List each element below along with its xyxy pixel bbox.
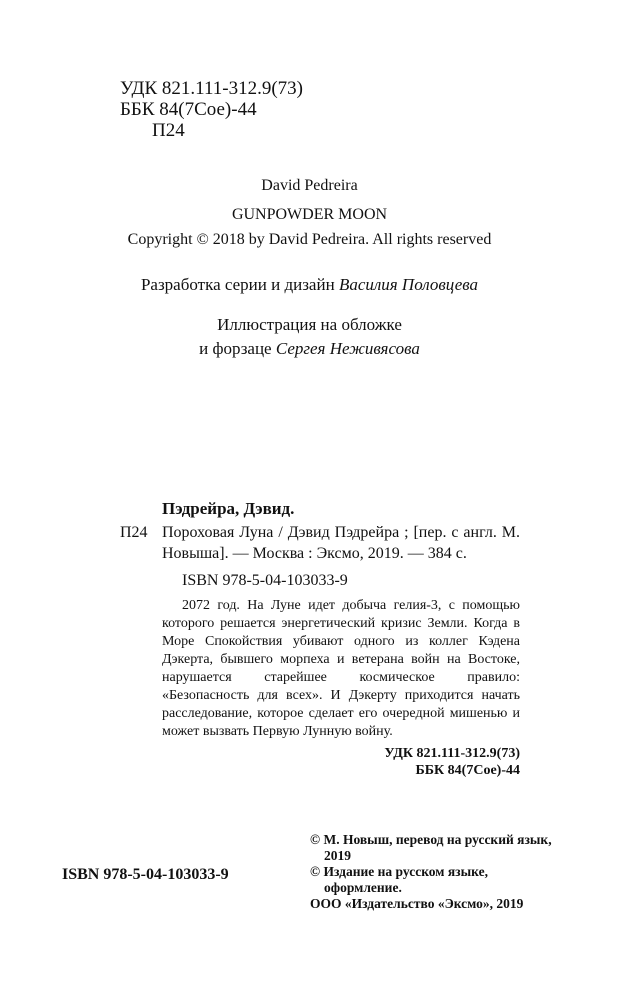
author-sign: П24: [152, 120, 185, 141]
card-author-heading: Пэдрейра, Дэвид.: [162, 499, 295, 518]
bbk-code: ББК 84(7Сое)-44: [120, 99, 257, 120]
classification-block: [120, 78, 303, 141]
footer-isbn: ISBN 978-5-04-103033-9: [62, 866, 229, 883]
illustration-prefix: и форзаце: [199, 339, 276, 358]
edition-copyright: © Издание на русском языке, оформление.: [310, 864, 488, 895]
card-bbk: ББК 84(7Сое)-44: [415, 763, 520, 778]
original-title: GUNPOWDER MOON: [231, 206, 388, 223]
illustration-credit-line2: [0, 339, 619, 359]
card-isbn: ISBN 978-5-04-103033-9: [182, 572, 348, 589]
card-codes: [120, 745, 520, 779]
series-design-prefix: Разработка серии и дизайн: [140, 275, 339, 294]
illustrator-name: Сергея Неживясова: [275, 339, 420, 358]
original-author: David Pedreira: [261, 177, 358, 194]
series-designer-name: Василия Половцева: [338, 275, 479, 294]
publisher-copyright: ООО «Издательство «Эксмо», 2019: [310, 896, 524, 911]
card-bibliographic-record: Пороховая Луна / Дэвид Пэдрейра ; [пер. с англ. М. Новыша]. — Москва : Эксмо, 2019. — 384 с.: [162, 524, 520, 562]
catalog-card: [120, 498, 520, 779]
illustration-credit-line1: Иллюстрация на обложке: [217, 315, 402, 334]
series-design-credit: [0, 275, 619, 295]
card-udk: УДК 821.111-312.9(73): [384, 746, 520, 761]
card-annotation: 2072 год. На Луне идет добыча гелия-3, с помощью которого решается энергетический кризис Земли. Когда в Море Спокойствия убивают одного из коллег Кэдена Дэкерта, бывшего морпеха и ветерана войн на Востоке, нарушается старейшее космическое правило: «Безопасность для всех». И Дэкерту приходится начать расследование, которое сделает его очередной мишенью и может вызвать Первую Лунную войну.: [162, 598, 520, 739]
card-author-sign: П24: [120, 524, 148, 541]
translation-copyright: © М. Новыш, перевод на русский язык, 2019: [310, 832, 552, 863]
original-copyright: Copyright © 2018 by David Pedreira. All rights reserved: [127, 231, 492, 248]
udk-code: УДК 821.111-312.9(73): [120, 78, 303, 99]
copyright-notices: [310, 832, 560, 912]
